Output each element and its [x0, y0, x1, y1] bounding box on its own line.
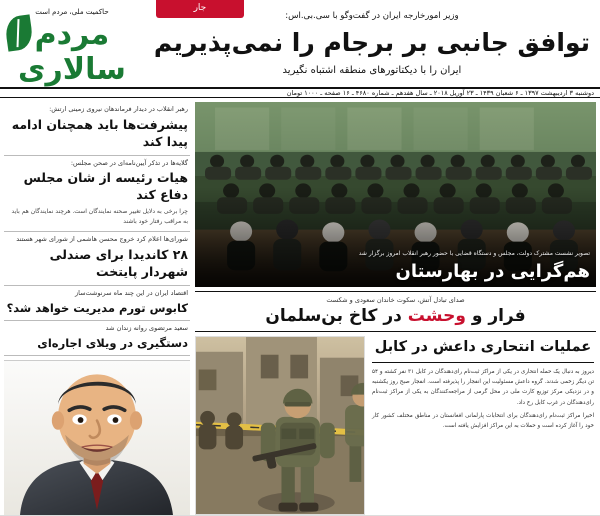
- masthead: [0, 0, 600, 89]
- bottom-text-block: [370, 336, 596, 515]
- brief-kicker: گلایه‌ها در تذکر آیین‌نامه‌ای در صحن مجلس:: [70, 158, 188, 167]
- badge-jar: جار: [156, 0, 244, 18]
- kabul-blast-photo: [196, 337, 364, 514]
- page-body: [0, 98, 600, 515]
- left-column: [195, 102, 596, 515]
- lead-subheadline: ایران را با دیکتاتورهای منطقه اشتباه نگیرید: [282, 65, 462, 76]
- band-headline-part1: فرار: [488, 306, 526, 326]
- brief-title: دستگیری در ویلای اجاره‌ای: [37, 335, 188, 350]
- band-kicker: صدای تبادل آتش، سکوت خاندان سعودی و شکست: [326, 296, 465, 304]
- caricature-svg: [4, 361, 190, 515]
- bottom-headline: عملیات انتحاری داعش در کابل: [372, 338, 594, 363]
- band-headline-conj: و: [465, 306, 489, 326]
- newspaper-title: مردم سالاری: [18, 17, 126, 87]
- brief-title: هیات رئیسه از شان مجلس دفاع کند: [23, 170, 188, 203]
- brief-title: پیشرفت‌ها باید همچنان ادامه پیدا کند: [11, 116, 188, 149]
- lead-kicker: وزیر امورخارجه ایران در گفت‌وگو با سی.بی.اس:: [285, 11, 459, 21]
- brief-deck: چرا برخی به دلایل تغییر صحنه نمایندگان است. هرچند نمایندگان هم باید به مراقب رفتار خود باشند: [11, 208, 188, 226]
- main-photo-caption-block: [195, 245, 596, 287]
- caricature-illustration: [4, 360, 190, 515]
- brief-title: ۲۸ کاندیدا برای صندلی شهردار پایتخت: [49, 247, 188, 279]
- brief-item[interactable]: [4, 156, 190, 233]
- band-headline-highlight: وحشت: [407, 306, 466, 326]
- brief-kicker: رهبر انقلاب در دیدار فرماندهان نیروی زمینی ارتش:: [49, 105, 188, 113]
- brief-item[interactable]: [4, 102, 190, 156]
- brief-title: کابوس تورم مدیریت خواهد شد؟: [6, 300, 188, 315]
- main-photo-caption: تصویر نشست مشترک دولت، مجلس و دستگاه قضایی با حضور رهبر انقلاب امروز برگزار شد: [358, 249, 590, 257]
- issue-info: دوشنبه ۳ اردیبهشت ۱۳۹۷ ـ ۶ شعبان ۱۴۳۹ ـ ۲۳ آوریل ۲۰۱۸ ـ سال هفدهم ـ شماره ۴۶۸۰ ـ ۱۶ صفحه ـ ۱۰۰۰ تومان: [286, 89, 594, 97]
- masthead-logo: [0, 0, 148, 87]
- masthead-lead-story: [148, 0, 600, 87]
- right-column: [4, 102, 190, 515]
- bottom-paragraph: اخیرا مراکز ثبت‌نام رای‌دهندگان برای انتخابات پارلمانی افغانستان در مناطق مختلف کشور کار خود را آغاز کرده است و حملات به این مراکز افزایش یافته است.: [372, 412, 594, 430]
- main-photo-headline: هم‌گرایی در بهارستان: [395, 261, 590, 282]
- brief-kicker: اقتصاد ایران در این چند ماه سرنوشت‌ساز: [74, 288, 188, 297]
- band-headline-part2: در کاخ بن‌سلمان: [265, 306, 408, 326]
- masthead-slogan: حاکمیت ملی، مردم است: [35, 8, 109, 16]
- brief-kicker: سعید مرتضوی روانه زندان شد: [105, 324, 188, 333]
- brief-kicker: شورای‌ها اعلام کرد خروج محسن هاشمی از شورای شهر هستند: [16, 235, 188, 244]
- bottom-story: [195, 336, 596, 515]
- bottom-photo[interactable]: [195, 336, 365, 515]
- brief-item[interactable]: [4, 321, 190, 356]
- main-photo[interactable]: [195, 102, 596, 287]
- brief-item[interactable]: [4, 286, 190, 321]
- band-story[interactable]: [195, 291, 596, 332]
- bottom-body: [372, 367, 594, 432]
- band-headline: [201, 306, 590, 326]
- brief-item[interactable]: [4, 232, 190, 286]
- lead-headline: توافق جانبی بر برجام را نمی‌پذیریم: [153, 27, 590, 57]
- bottom-paragraph: دیروز به دنبال یک حمله انتحاری در یکی از مراکز ثبت‌نام رای‌دهندگان در کابل ۳۱ نفر کشته و ۵۴ تن دیگر زخمی شدند. گروه داعش مسئولیت این انفجار را پذیرفته است. انفجار صبح روز یکشنبه و در نزدیکی مرکز توزیع کارت ملی در محل گرمی از مراجعه‌کنندگان به یکی از مراکز ثبت‌نام رای‌دهندگان در غرب کابل رخ داد.: [372, 368, 594, 406]
- date-strip: [0, 89, 600, 98]
